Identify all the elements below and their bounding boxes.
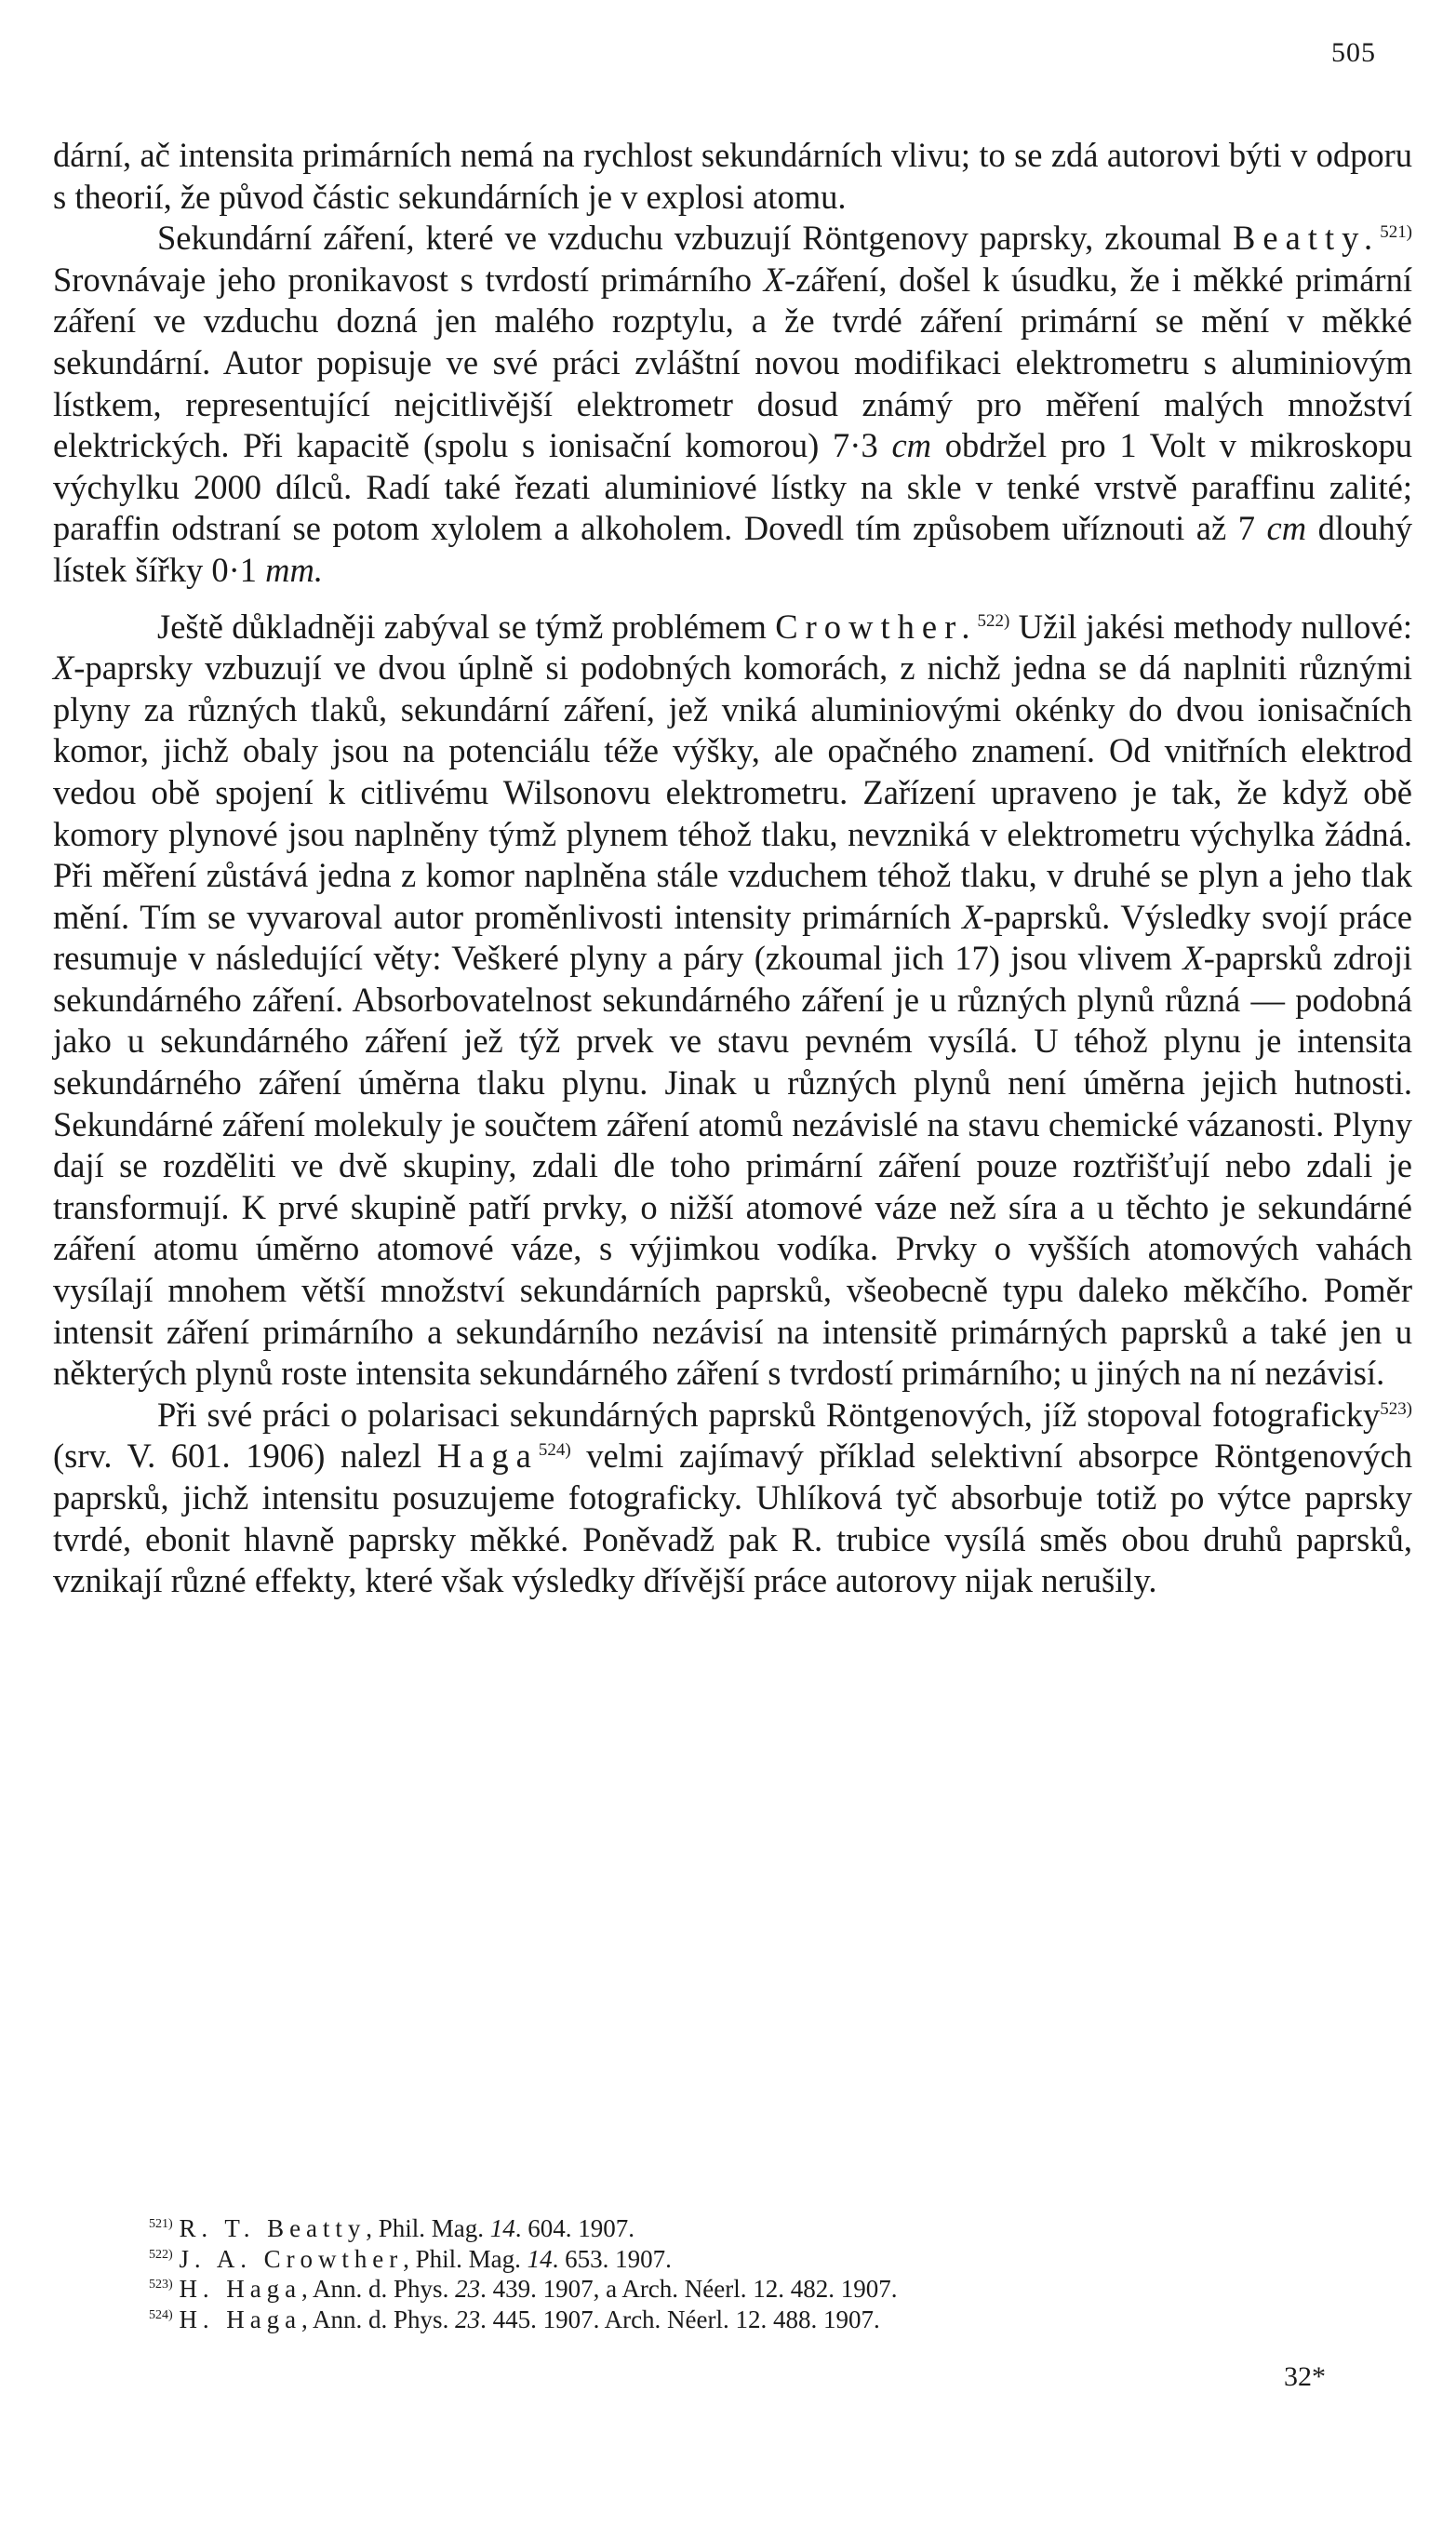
italic-text: cm (1266, 509, 1307, 548)
footnote-number: 523) (149, 2277, 173, 2292)
footnote-number: 522) (149, 2246, 173, 2262)
paragraph (53, 218, 1412, 591)
footnote-source: , Phil. Mag. (366, 2214, 490, 2242)
italic-text: X (1182, 939, 1204, 978)
footnote-volume: 23 (455, 2305, 481, 2333)
text-run: -paprsků. Výsledky svojí práce resumuje v následující věty: Veškeré plyny a páry (zkoumal jich 17) jsou vlivem (53, 897, 1412, 978)
footnote-source: , Ann. d. Phys. (301, 2275, 456, 2303)
footnote-author: J. A. Crowther (179, 2244, 404, 2273)
body-text (53, 135, 1412, 1602)
footnote-pages: . 604. 1907. (514, 2214, 635, 2242)
text-run: Sekundární záření, které ve vzduchu vzbuzují Röntgenovy paprsky, zkoumal (157, 219, 1233, 258)
footnote-volume: 14 (489, 2214, 515, 2242)
footnote-ref: 521) (1380, 222, 1412, 243)
footnote-ref: 522) (977, 610, 1010, 631)
footnote-author: R. T. Beatty (179, 2214, 367, 2242)
footnote (149, 2274, 1358, 2305)
text-run: Ještě důkladněji zabýval se týmž problémem (157, 607, 776, 646)
paragraph (53, 607, 1412, 1395)
page-number: 505 (1331, 37, 1376, 68)
footnote-source: , Ann. d. Phys. (301, 2305, 456, 2333)
footnote (149, 2244, 1358, 2275)
italic-text: mm. (265, 550, 323, 589)
italic-text: cm (891, 426, 932, 465)
footnote-volume: 14 (527, 2244, 553, 2273)
paragraph (53, 1395, 1412, 1602)
paragraph (53, 135, 1412, 218)
author-name: Crowther. (775, 607, 978, 646)
author-name: Haga (436, 1437, 539, 1476)
footnotes (149, 2213, 1358, 2334)
footnote-number: 521) (149, 2216, 173, 2231)
footnote-pages: . 653. 1907. (552, 2244, 672, 2273)
footnote-ref: 524) (538, 1440, 571, 1461)
sheet-signature: 32* (1284, 2361, 1326, 2392)
footnote-ref: 523) (1380, 1398, 1412, 1419)
text-run: -paprsky vzbuzují ve dvou úplně si podobných komorách, z nichž jedna se dá naplniti různými plyny za různých tlaků, sekundární záření, jež vniká aluminiovými okénky do dvou ionisačních komor, jichž obaly jsou na potenciálu téže výšky, ale opačného znamení. Od vnitřních elektrod vedou obě spojení k citlivému Wilsonovu elektrometru. Zařízení upraveno je tak, že když obě komory plynové jsou naplněny týmž plynem téhož tlaku, nevzniká v elektrometru výchylka žádná. Při měření zůstává jedna z komor naplněna stále vzduchem téhož tlaku, v druhé se plyn a jeho tlak mění. Tím se vyvaroval autor proměnlivosti intensity primárních (53, 648, 1412, 936)
text-run: velmi zajímavý příklad selektivní absorpce Röntgenových paprsků, jichž intensitu posuzujeme fotograficky. Uhlíková tyč absorbuje totiž po výtce paprsky tvrdé, ebonit hlavně paprsky měkké. Poněvadž pak R. trubice vysílá směs obou druhů paprsků, vznikají různé effekty, které však výsledky dřívější práce autorovy nijak nerušily. (53, 1437, 1412, 1600)
footnote-author: H. Haga (179, 2305, 302, 2333)
italic-text: X (53, 648, 74, 688)
footnote-pages: . 439. 1907, a Arch. Néerl. 12. 482. 1907. (480, 2275, 898, 2303)
footnote (149, 2305, 1358, 2335)
text-run: dlouhý lístek šířky 0·1 (53, 509, 1412, 589)
text-run: obdržel pro 1 Volt v mikroskopu výchylku 2000 dílců. Radí také řezati aluminiové lístky na skle v tenké vrstvě paraffinu zalité; paraffin odstraní se potom xylolem a alkoholem. Dovedl tím způsobem uříznouti až 7 (53, 426, 1412, 548)
italic-text: X (962, 897, 983, 936)
text-run: Užil jakési methody nullové: (1009, 607, 1412, 646)
footnote-author: H. Haga (179, 2275, 302, 2303)
text-run: Srovnávaje jeho pronikavost s tvrdostí primárního (53, 260, 764, 299)
footnote-number: 524) (149, 2306, 173, 2322)
text-run: -záření, došel k úsudku, že i měkké primární záření ve vzduchu dozná jen malého rozptylu, a že tvrdé záření primární se mění v měkké sekundární. Autor popisuje ve své práci zvláštní novou modifikaci elektrometru s aluminiovým lístkem, representující nejcitlivější elektrometr dosud známý pro měření malých množství elektrických. Při kapacitě (spolu s ionisační komorou) 7·3 (53, 260, 1412, 465)
text-run: (srv. V. 601. 1906) nalezl (53, 1437, 437, 1476)
text-run: dární, ač intensita primárních nemá na rychlost sekundárních vlivu; to se zdá autorovi býti v odporu s theorií, že původ částic sekundárních je v explosi atomu. (53, 136, 1412, 216)
footnote-pages: . 445. 1907. Arch. Néerl. 12. 488. 1907. (480, 2305, 880, 2333)
footnote-source: , Phil. Mag. (403, 2244, 528, 2273)
text-run: -paprsků zdroji sekundárného záření. Absorbovatelnost sekundárného záření je u různých plynů různá — podobná jako u sekundárného záření jež týž prvek ve stavu pevném vysílá. U téhož plynu je intensita sekundárného záření úměrna tlaku plynu. Jinak u různých plynů není úměrna jejich hutnosti. Sekundárné záření molekuly je součtem záření atomů nezávislé na stavu chemické vázanosti. Plyny dají se rozděliti ve dvě skupiny, zdali dle toho primární záření pouze roztřišťují nebo zdali je transformují. K prvé skupině patří prvky, o nižší atomové váze než síra a u těchto je sekundárné záření atomu úměrno atomové váze, s výjimkou vodíka. Prvky o vyšších atomových vahách vysílají mnohem větší množství sekundárních paprsků, všeobecně typu daleko měkčího. Poměr intensit záření primárního a sekundárního nezávisí na intensitě primárných paprsků a také jen u některých plynů roste intensita sekundárného záření s tvrdostí primárního; u jiných na ní nezávisí. (53, 939, 1412, 1393)
italic-text: X (763, 260, 785, 299)
footnote (149, 2213, 1358, 2244)
author-name: Beatty. (1232, 219, 1381, 258)
footnote-volume: 23 (455, 2275, 481, 2303)
text-run: Při své práci o polarisaci sekundárných paprsků Röntgenových, jíž stopoval fotograficky (157, 1395, 1381, 1434)
